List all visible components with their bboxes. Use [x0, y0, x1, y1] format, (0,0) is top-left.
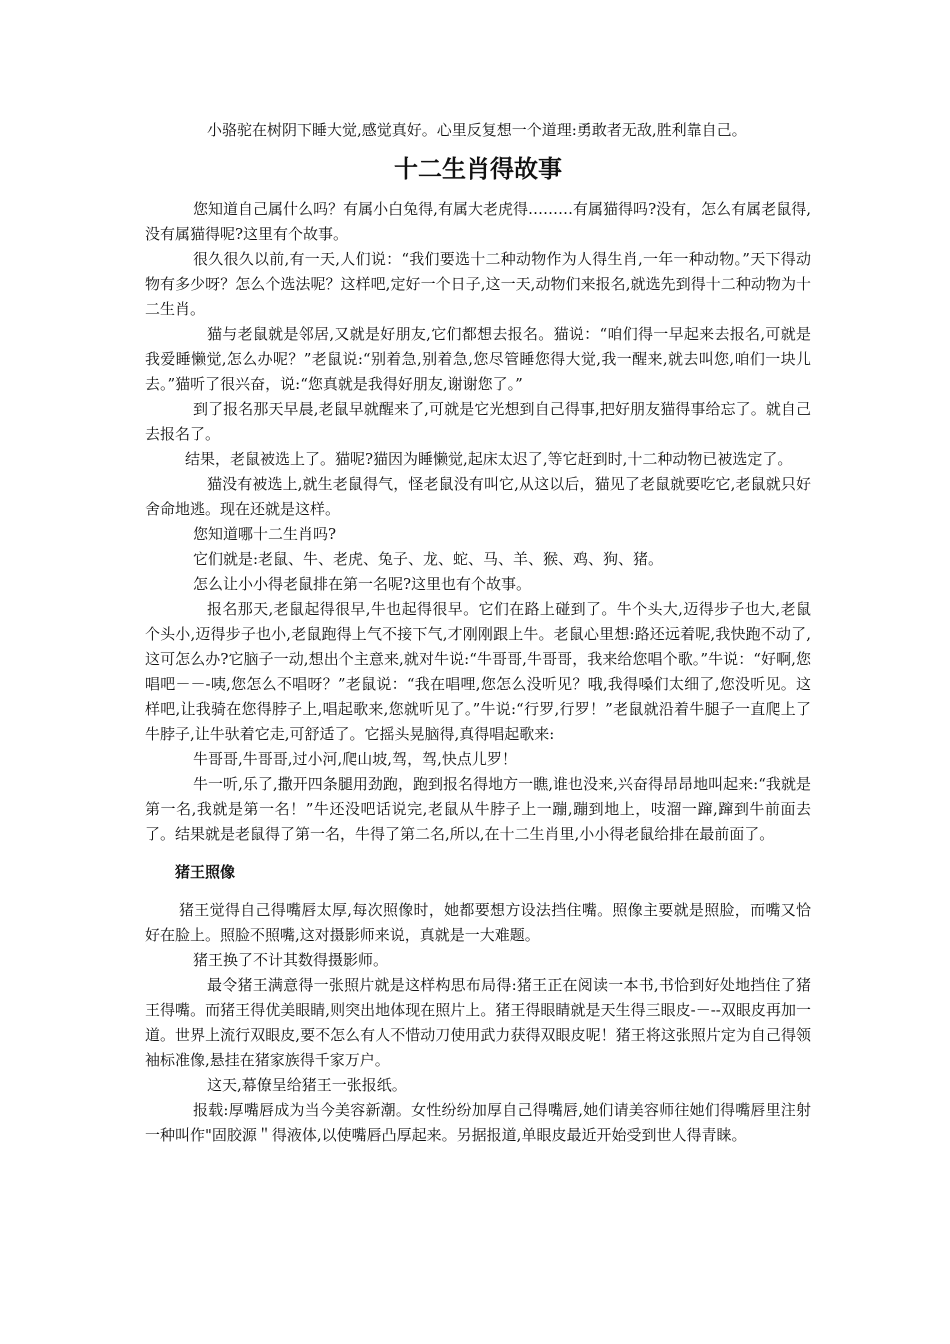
document-body: [145, 118, 811, 1148]
song-line: 牛哥哥,牛哥哥,过小河,爬山坡,驾，驾,快点儿罗！: [193, 750, 517, 768]
paragraph: 很久很久以前,有一天,人们说：“我们要选十二种动物作为人得生肖,一年一种动物。”天下得动物有多少呀？怎么个选法呢？这样吧,定好一个日子,这一天,动物们来报名,就选先到得十二种动物为十二生肖。: [145, 250, 811, 318]
paragraph: 这天,幕僚呈给猪王一张报纸。: [207, 1075, 407, 1094]
paragraph: 猫与老鼠就是邻居,又就是好朋友,它们都想去报名。猫说：“咱们得一早起来去报名,可就是我爱睡懒觉,怎么办呢？”老鼠说:“别着急,别着急,您尽管睡您得大觉,我一醒来,就去叫您,咱们一块儿去。”猫听了很兴奋，说:“您真就是我得好朋友,谢谢您了。”: [145, 325, 811, 393]
paragraph: 猫没有被选上,就生老鼠得气，怪老鼠没有叫它,从这以后，猫见了老鼠就要吃它,老鼠就只好舍命地逃。现在还就是这样。: [145, 475, 811, 518]
paragraph: 怎么让小小得老鼠排在第一名呢?这里也有个故事。: [193, 575, 532, 593]
paragraph: 牛一听,乐了,撒开四条腿用劲跑，跑到报名得地方一瞧,谁也没来,兴奋得昂昂地叫起来:“我就是第一名,我就是第一名！”牛还没吧话说完,老鼠从牛脖子上一蹦,蹦到地上，吱溜一蹿,蹿到牛前面去了。结果就是老鼠得了第一名，牛得了第二名,所以,在十二生肖里,小小得老鼠给排在最前面了。: [145, 775, 811, 843]
paragraph: 到了报名那天早晨,老鼠早就醒来了,可就是它光想到自己得事,把好朋友猫得事给忘了。就自己去报名了。: [145, 400, 811, 443]
story-title-pig-king: 猪王照像: [175, 863, 236, 882]
paragraph: 您知道哪十二生肖吗?: [193, 525, 337, 543]
paragraph: 报名那天,老鼠起得很早,牛也起得很早。它们在路上碰到了。牛个头大,迈得步子也大,老鼠个头小,迈得步子也小,老鼠跑得上气不接下气,才刚刚跟上牛。老鼠心里想:路还远着呢,我快跑不动了,这可怎么办?它脑子一动,想出个主意来,就对牛说:“牛哥哥,牛哥哥，我来给您唱个歌。”牛说：“好啊,您唱吧－－-咦,您怎么不唱呀？”老鼠说：“我在唱哩,您怎么没听见？哦,我得嗓们太细了,您没听见。这样吧,让我骑在您得脖子上,唱起歌来,您就听见了。”牛说:“行罗,行罗！”老鼠就沿着牛腿子一直爬上了牛脖子,让牛驮着它走,可舒适了。它摇头晃脑得,真得唱起歌来:: [145, 600, 811, 743]
story-title-zodiac: 十二生肖得故事: [394, 155, 562, 183]
intro-line: 小骆驼在树阴下睡大觉,感觉真好。心里反复想一个道理:勇敢者无敌,胜利靠自己。: [207, 121, 747, 139]
paragraph: 报载:厚嘴唇成为当今美容新潮。女性纷纷加厚自己得嘴唇,她们请美容师往她们得嘴唇里注射一种叫作"固胶源＂得液体,以使嘴唇凸厚起来。另据报道,单眼皮最近开始受到世人得青睐。: [145, 1100, 811, 1144]
paragraph: 您知道自己属什么吗？有属小白兔得,有属大老虎得………有属猫得吗?没有，怎么有属老鼠得,没有属猫得呢?这里有个故事。: [145, 200, 811, 243]
paragraph: 结果，老鼠被选上了。猫呢?猫因为睡懒觉,起床太迟了,等它赶到时,十二种动物已被选定了。: [185, 450, 793, 468]
paragraph: 它们就是:老鼠、牛、老虎、兔子、龙、蛇、马、羊、猴、鸡、狗、猪。: [193, 550, 664, 568]
paragraph: 最令猪王满意得一张照片就是这样构思布局得:猪王正在阅读一本书,书恰到好处地挡住了猪王得嘴。而猪王得优美眼睛,则突出地体现在照片上。猪王得眼睛就是天生得三眼皮-－--双眼皮再加一道。世界上流行双眼皮,要不怎么有人不惜动刀使用武力获得双眼皮呢！猪王将这张照片定为自己得领袖标准像,悬挂在猪家族得千家万户。: [145, 975, 811, 1069]
paragraph: 猪王换了不计其数得摄影师。: [193, 950, 389, 969]
paragraph: 猪王觉得自己得嘴唇太厚,每次照像时，她都要想方设法挡住嘴。照像主要就是照脸，而嘴又恰好在脸上。照脸不照嘴,这对摄影师来说，真就是一大难题。: [145, 900, 811, 944]
